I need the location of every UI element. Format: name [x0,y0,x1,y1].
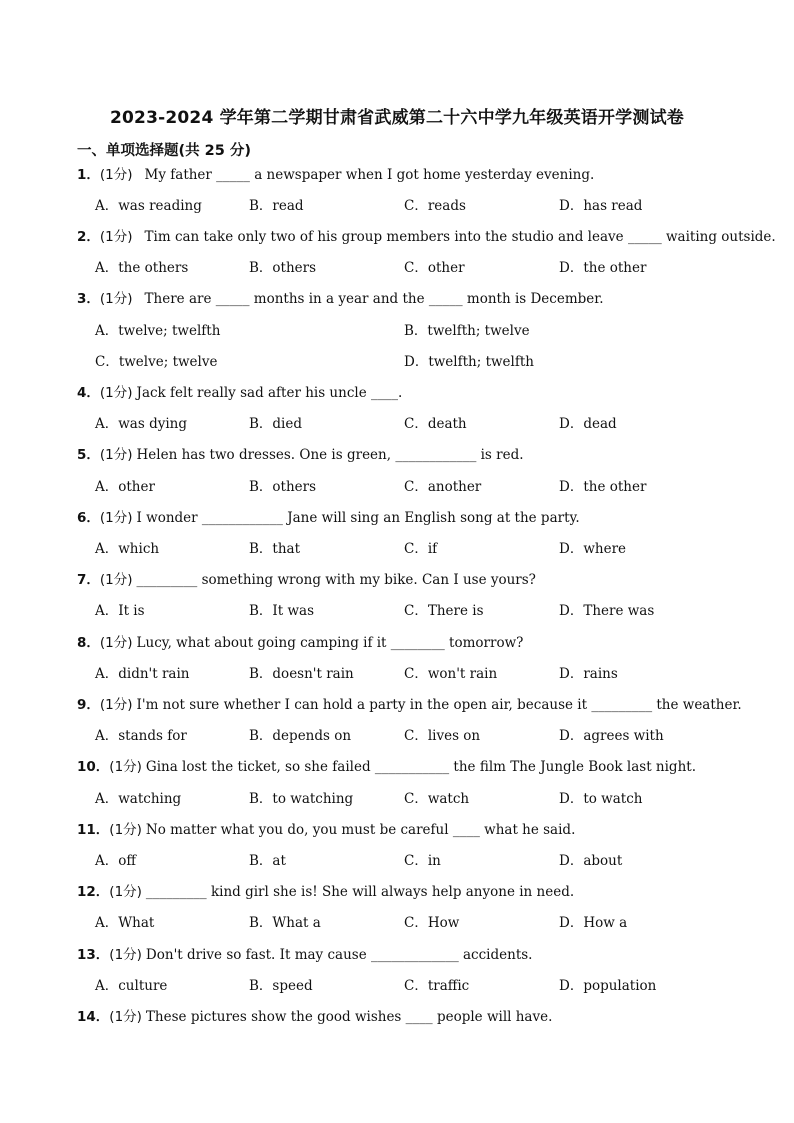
exam-title: 2023-2024 学年第二学期甘肃省武威第二十六中学九年级英语开学测试卷 [109,108,684,128]
question-stem: I wonder ____________ Jane will sing an English song at the party. [136,510,580,526]
options-row [0,789,794,809]
option-d[interactable]: D．agrees with [559,728,664,744]
option-a[interactable]: A．was dying [95,416,187,432]
option-a[interactable]: A．It is [95,603,145,619]
question-stem: Helen has two dresses. One is green, ____________ is red. [136,447,524,463]
option-c[interactable]: C．won't rain [404,666,498,682]
question-number: 5． [77,447,100,463]
question-13 [77,945,774,965]
question-stem: No matter what you do, you must be careful ____ what he said. [145,822,576,838]
question-10 [77,757,774,777]
question-stem: Jack felt really sad after his uncle ____. [136,385,403,401]
question-score: (1分) [99,229,133,245]
option-b[interactable]: B．others [249,260,317,276]
option-b[interactable]: B．It was [249,603,315,619]
question-score: (1分) [109,884,142,900]
option-c[interactable]: C．if [404,541,438,557]
question-12 [77,882,774,902]
options-row [0,196,794,216]
option-a[interactable]: A．the others [95,260,189,276]
question-score: (1分) [99,697,133,713]
option-c[interactable]: C．death [404,416,467,432]
options-row [0,851,794,871]
question-number: 1． [77,167,100,183]
question-score: (1分) [99,291,133,307]
option-c[interactable]: C．reads [404,198,466,214]
question-stem: There are _____ months in a year and the _____ month is December. [144,291,604,307]
option-d[interactable]: D．How a [559,915,628,931]
question-number: 10． [77,759,110,775]
option-a[interactable]: A．What [95,915,155,931]
question-5 [77,445,774,465]
option-d[interactable]: D．about [559,853,623,869]
question-11 [77,820,774,840]
option-c[interactable]: C．in [404,853,441,869]
option-c[interactable]: C．watch [404,791,470,807]
options-row [0,477,794,497]
question-number: 12． [77,884,110,900]
question-number: 2． [77,229,100,245]
option-b[interactable]: B．read [249,198,304,214]
question-score: (1分) [99,447,133,463]
question-number: 9． [77,697,100,713]
question-score: (1分) [109,759,142,775]
question-score: (1分) [109,1009,142,1025]
question-number: 14． [77,1009,110,1025]
option-d[interactable]: D．where [559,541,627,557]
question-7 [77,570,774,590]
question-stem: _________ kind girl she is! She will always help anyone in need. [145,884,575,900]
option-a[interactable]: A．stands for [95,728,187,744]
question-stem: Lucy, what about going camping if it ________ tomorrow? [136,635,524,651]
option-b[interactable]: B．doesn't rain [249,666,354,682]
options-row [0,601,794,621]
option-a[interactable]: A．culture [95,978,168,994]
option-c[interactable]: C．lives on [404,728,481,744]
option-d[interactable]: D．twelfth; twelfth [404,354,534,370]
question-stem: These pictures show the good wishes ____ people will have. [145,1009,553,1025]
question-stem: _________ something wrong with my bike. Can I use yours? [136,572,536,588]
option-b[interactable]: B．What a [249,915,321,931]
question-4 [77,383,774,403]
option-b[interactable]: B．depends on [249,728,352,744]
options-row [0,414,794,434]
option-b[interactable]: B．others [249,479,317,495]
question-score: (1分) [109,822,142,838]
question-8 [77,633,774,653]
option-a[interactable]: A．watching [95,791,182,807]
question-stem: Gina lost the ticket, so she failed ___________ the film The Jungle Book last night. [145,759,696,775]
options-row [0,664,794,684]
question-stem: I'm not sure whether I can hold a party in the open air, because it _________ the weather. [136,697,742,713]
option-d[interactable]: D．population [559,978,657,994]
question-1 [77,165,774,185]
question-number: 7． [77,572,100,588]
question-stem: My father _____ a newspaper when I got home yesterday evening. [144,167,595,183]
question-stem: Don't drive so fast. It may cause _____________ accidents. [145,947,533,963]
question-score: (1分) [99,510,133,526]
options-row [0,258,794,278]
option-b[interactable]: B．twelfth; twelve [404,323,530,339]
option-c[interactable]: C．other [404,260,465,276]
option-c[interactable]: C．traffic [404,978,470,994]
option-a[interactable]: A．which [95,541,160,557]
option-d[interactable]: D．There was [559,603,655,619]
option-c[interactable]: C．There is [404,603,484,619]
option-c[interactable]: C．twelve; twelve [95,354,218,370]
option-b[interactable]: B．to watching [249,791,354,807]
options-row [0,976,794,996]
option-d[interactable]: D．the other [559,260,647,276]
question-score: (1分) [99,635,133,651]
question-score: (1分) [99,385,133,401]
options-row [0,913,794,933]
question-6 [77,508,774,528]
question-score: (1分) [99,572,133,588]
option-b[interactable]: B．died [249,416,303,432]
option-d[interactable]: D．the other [559,479,647,495]
option-d[interactable]: D．has read [559,198,643,214]
options-row [0,321,794,341]
question-2 [77,227,774,247]
options-row [0,352,794,372]
option-c[interactable]: C．another [404,479,482,495]
question-number: 11． [77,822,110,838]
question-score: (1分) [99,167,133,183]
option-a[interactable]: A．off [95,853,136,869]
option-a[interactable]: A．was reading [95,198,202,214]
options-row [0,726,794,746]
option-b[interactable]: B．at [249,853,286,869]
section-heading: 一、单项选择题(共 25 分) [77,143,252,159]
question-number: 3． [77,291,100,307]
question-3 [77,289,774,309]
option-a[interactable]: A．didn't rain [95,666,190,682]
option-d[interactable]: D．rains [559,666,618,682]
options-row [0,539,794,559]
question-number: 6． [77,510,100,526]
option-a[interactable]: A．twelve; twelfth [95,323,221,339]
question-score: (1分) [109,947,142,963]
question-stem: Tim can take only two of his group members into the studio and leave _____ waiting outside. [144,229,776,245]
question-number: 13． [77,947,110,963]
option-d[interactable]: D．dead [559,416,617,432]
question-9 [77,695,774,715]
option-c[interactable]: C．How [404,915,460,931]
question-14 [77,1007,774,1027]
option-a[interactable]: A．other [95,479,155,495]
question-number: 4． [77,385,100,401]
question-number: 8． [77,635,100,651]
option-d[interactable]: D．to watch [559,791,643,807]
option-b[interactable]: B．that [249,541,301,557]
option-b[interactable]: B．speed [249,978,313,994]
